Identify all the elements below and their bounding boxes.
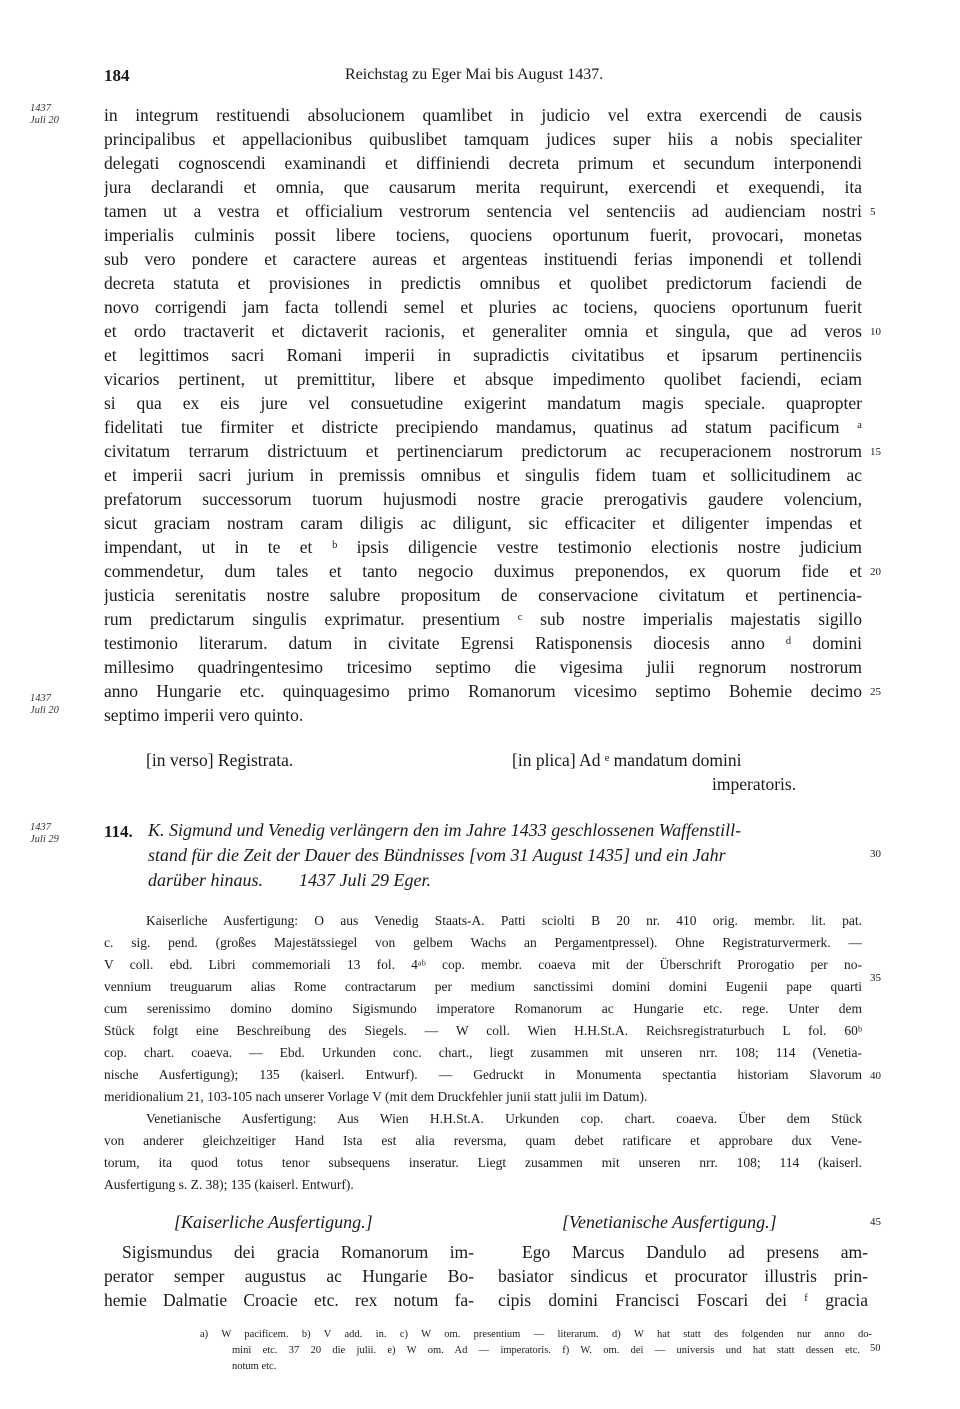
body-line: sub vero pondere et caractere aureas et argenteas instituendi ferias imponendi et tollendi [104,249,862,269]
body-line: tamen ut a vestra et officialium vestrorum sentencia vel sentenciis ad audienciam nostri [104,201,862,221]
line-number: 5 [870,206,876,218]
margin-date-day: Juli 20 [30,115,59,126]
body-line: principalibus et appellacionibus quibuslibet tamquam judices super hiis a nobis specialiter [104,129,862,149]
column-line: Sigismundus dei gracia Romanorum im- [122,1242,474,1262]
margin-date-year: 1437 [30,103,51,114]
source-line: nische Ausfertigung); 135 (kaiserl. Entwurf). — Gedruckt in Monumenta spectantia historiam Slavorum [104,1067,862,1082]
body-line: vicarios pertinent, ut premittitur, libere et absque impedimento quolibet faciendi, eciam [104,369,862,389]
source-line: cum serenissimo domino domino Sigismundo imperatore Romanorum ac Hungarie etc. rege. Unter dem [104,1001,862,1016]
source-line: von anderer gleichzeitiger Hand Ista est alia reversma, quam debet ratificare et approbare dux Vene- [104,1133,862,1148]
source-line: torum, ita quod totus tenor subsequens inseratur. Liegt zusammen mit unseren nrr. 108; 114 (kaiserl. [104,1155,862,1170]
plica-note: [in plica] Ad ᵉ mandatum domini [512,750,742,770]
body-line: et imperii sacri jurium in premissis omnibus et singulis fidem tuam et sollicitudinem ac [104,465,862,485]
body-line: millesimo quadringentesimo tricesimo septimo die vigesima julii regnorum nostrorum [104,657,862,677]
line-number: 15 [870,446,881,458]
line-number: 45 [870,1216,881,1228]
body-line: et ordo tractaverit et dictaverit racionis, et generaliter omnia et singula, que ad veros [104,321,862,341]
body-line: et legittimos sacri Romani imperii in supradictis civitatibus et ipsarum pertinenciis [104,345,862,365]
body-line: anno Hungarie etc. quinquagesimo primo Romanorum vicesimo septimo Bohemie decimo [104,681,862,701]
body-line: si qua ex eis jure vel consuetudine exigerint mandatum magis speciale. quapropter [104,393,862,413]
body-line: impendant, ut in te et ᵇ ipsis diligencie vestre testimonio electionis nostre judicium [104,537,862,557]
line-number: 40 [870,1070,881,1082]
running-title: Reichstag zu Eger Mai bis August 1437. [345,66,604,83]
line-number: 50 [870,1343,881,1354]
body-line: justicia serenitatis nostre salubre propositum de conservacione civitatum et pertinencia- [104,585,862,605]
document-number: 114. [104,822,133,841]
body-line: rum predictarum singulis exprimatur. presentium ᶜ sub nostre imperialis majestatis sigillo [104,609,862,629]
document-title-line: K. Sigmund und Venedig verlängern den im Jahre 1433 geschlossenen Waffenstill- [148,820,742,840]
body-line: testimonio literarum. datum in civitate Egrensi Ratisponensis diocesis anno ᵈ domini [104,633,862,653]
column-line: cipis domini Francisci Foscari dei ᶠ gracia [498,1290,868,1310]
body-line: commendetur, dum tales et tanto negocio duximus preponendos, ex quorum fide et [104,561,862,581]
verso-note: [in verso] Registrata. [146,750,294,770]
column-line: hemie Dalmatie Croacie etc. rex notum fa- [104,1290,474,1310]
body-line: delegati cognoscendi examinandi et diffiniendi decreta primum et secundum interponendi [104,153,862,173]
body-line: prefatorum successorum tuorum hujusmodi nostre gracie prerogativis gaudere volencium, [104,489,862,509]
plica-note-continued: imperatoris. [712,774,797,794]
margin-date-year: 1437 [30,693,51,704]
body-line: septimo imperii vero quinto. [104,705,304,725]
document-title-line: stand für die Zeit der Dauer des Bündnisses [vom 31 August 1435] und ein Jahr [148,845,726,865]
source-line: meridionalium 21, 103-105 nach unserer Vorlage V (mit dem Druckfehler junii statt julii im Datum). [104,1089,648,1104]
page-number: 184 [104,66,130,85]
body-line: imperialis culminis possit libere tociens, quociens oportunum fuerit, provocari, monetas [104,225,862,245]
margin-date-day: Juli 29 [30,834,59,845]
source-line: c. sig. pend. (großes Majestätssiegel von gelbem Wachs an Pergamentpressel). Ohne Registraturvermerk. — [104,935,862,950]
body-line: novo corrigendi jam facta tollendi semel et pluries ac tociens, quociens oportunum fuerit [104,297,862,317]
document-title-line: darüber hinaus. 1437 Juli 29 Eger. [148,870,431,890]
body-line: fidelitati tue firmiter et districte precipiendo mandamus, quatinus ad statum pacificum ᵃ [104,417,862,437]
line-number: 30 [870,848,881,860]
source-line: Stück folgt eine Beschreibung des Siegels. — W coll. Wien H.H.St.A. Reichsregistraturbuch L fol. 60ᵇ [104,1023,862,1038]
margin-date-day: Juli 20 [30,705,59,716]
body-line: in integrum restituendi absolucionem quamlibet in judicio vel extra exercendi de causis [104,105,862,125]
source-line: Kaiserliche Ausfertigung: O aus Venedig Staats-A. Patti sciolti B 20 nr. 410 orig. membr. lit. pat. [146,913,862,928]
source-line: Ausfertigung s. Z. 38); 135 (kaiserl. Entwurf). [104,1177,354,1192]
line-number: 10 [870,326,881,338]
column-line: Ego Marcus Dandulo ad presens am- [522,1242,868,1262]
column-line: basiator sindicus et procurator illustris prin- [498,1266,868,1286]
line-number: 25 [870,686,881,698]
body-line: sicut graciam nostram caram diligis ac diligunt, sic efficaciter et diligenter impendas et [104,513,862,533]
source-line: vennium treuguarum alias Rome contractarum per medium sanctissimi domini domini Eugenii pape quarti [104,979,862,994]
line-number: 20 [870,566,881,578]
source-line: Venetianische Ausfertigung: Aus Wien H.H.St.A. Urkunden cop. chart. coaeva. Über dem Stück [146,1111,862,1126]
margin-date-doc114 [30,822,59,846]
margin-date-top [30,103,59,127]
column-line: perator semper augustus ac Hungarie Bo- [104,1266,474,1286]
body-line: civitatum terrarum districtuum et pertinenciarum predictorum ac recuperacionem nostrorum [104,441,862,461]
source-line: V coll. ebd. Libri commemoriali 13 fol. 4ᵃᵇ cop. membr. coaeva mit der Überschrift Prorogatio per no- [104,957,862,972]
footnote-line: a) W pacificem. b) V add. in. c) W om. presentium — literarum. d) W hat statt des folgenden nur anno do- [200,1329,872,1340]
body-line: decreta statuta et provisiones in predictis omnibus et quolibet predictorum faciendi de [104,273,862,293]
body-line: jura declarandi et omnia, que causarum merita requirunt, exercendi et exequendi, ita [104,177,862,197]
line-number: 35 [870,972,881,984]
margin-date-year: 1437 [30,822,51,833]
footnote-line: notum etc. [232,1361,277,1372]
margin-date-mid [30,693,59,717]
column-heading-left: [Kaiserliche Ausfertigung.] [174,1212,373,1232]
column-heading-right: [Venetianische Ausfertigung.] [562,1212,777,1232]
source-line: cop. chart. coaeva. — Ebd. Urkunden conc. chart., liegt zusammen mit unseren nrr. 108; 114 (Venetia- [104,1045,862,1060]
footnote-line: mini etc. 37 20 die julii. e) W om. Ad — imperatoris. f) W. om. dei — universis und hat statt dessen etc. [232,1345,860,1356]
